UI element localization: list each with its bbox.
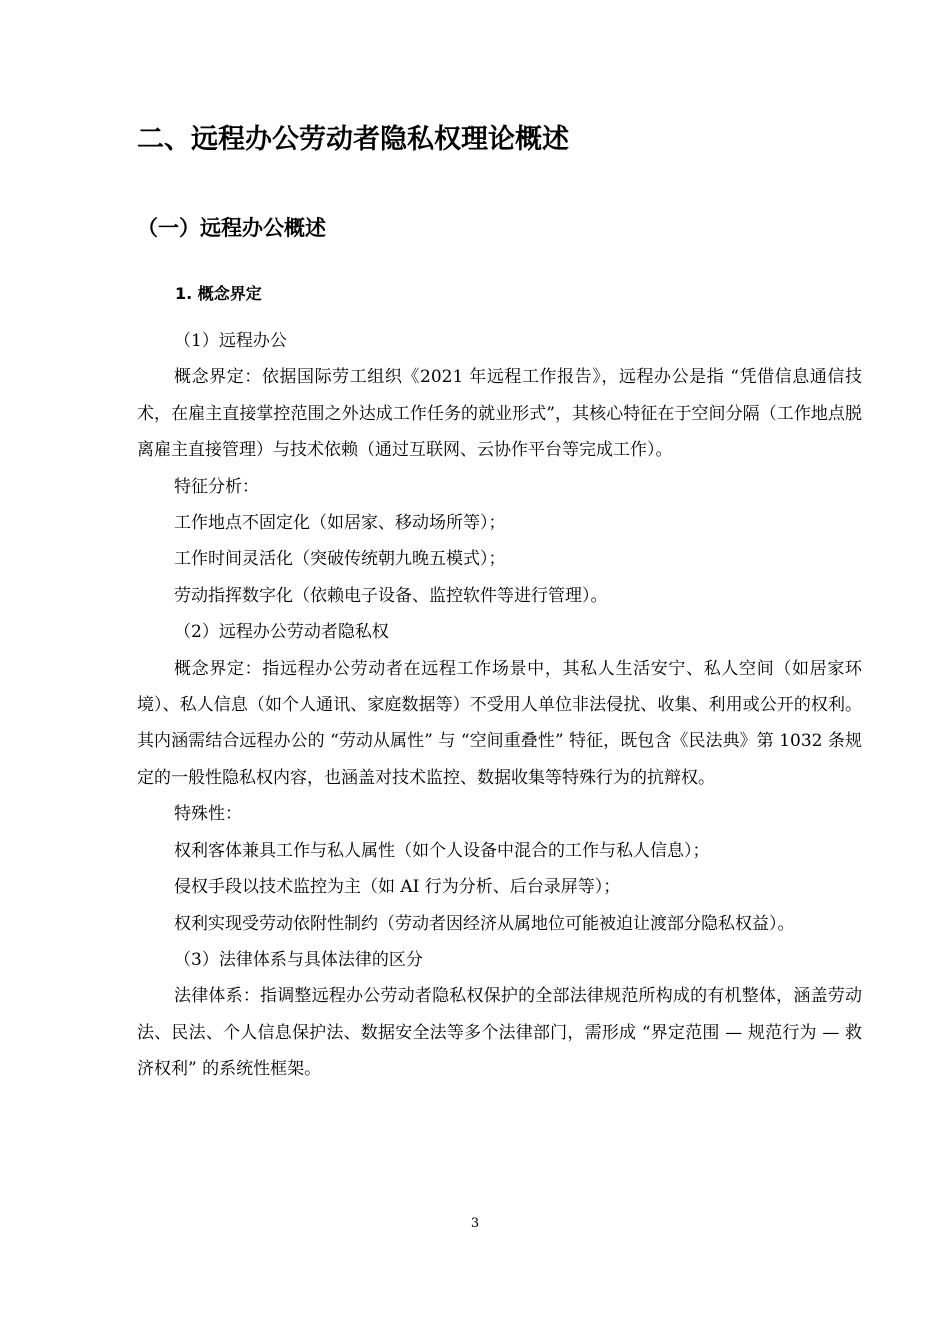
- subsection-heading: （一）远程办公概述: [137, 216, 326, 240]
- paragraph: 权利实现受劳动依附性制约（劳动者因经济从属地位可能被迫让渡部分隐私权益）。: [174, 913, 795, 934]
- paragraph: （1）远程办公: [174, 331, 287, 351]
- page-number: 3: [470, 1216, 480, 1231]
- paragraph: 侵权手段以技术监控为主（如 AI 行为分析、后台录屏等）；: [174, 877, 621, 898]
- paragraph: 概念界定：依据国际劳工组织《2021 年远程工作报告》，远程办公是指 “凭借信息通信技术，在雇主直接掌控范围之外达成工作任务的就业形式”，其核心特征在于空间分隔（工作地点脱离雇主直接管理）与技术依赖（通过互联网、云协作平台等完成工作）。: [137, 367, 862, 461]
- paragraph: 工作地点不固定化（如居家、移动场所等）；: [174, 513, 506, 534]
- paragraph: 工作时间灵活化（突破传统朝九晚五模式）；: [174, 549, 506, 570]
- paragraph: （2）远程办公劳动者隐私权: [174, 622, 389, 643]
- paragraph: 法律体系：指调整远程办公劳动者隐私权保护的全部法律规范所构成的有机整体，涵盖劳动法、民法、个人信息保护法、数据安全法等多个法律部门，需形成 “界定范围 — 规范行为 — 救济权利” 的系统性框架。: [137, 986, 862, 1080]
- paragraph: 特殊性：: [174, 804, 242, 825]
- body-text: [137, 323, 862, 1088]
- paragraph: 概念界定：指远程办公劳动者在远程工作场景中，其私人生活安宁、私人空间（如居家环境）、私人信息（如个人通讯、家庭数据等）不受用人单位非法侵扰、收集、利用或公开的权利。其内涵需结合远程办公的 “劳动从属性” 与 “空间重叠性” 特征，既包含《民法典》第 1032 条规定的一般性隐私权内容，也涵盖对技术监控、数据收集等特殊行为的抗辩权。: [137, 658, 862, 788]
- paragraph: 特征分析：: [174, 476, 259, 497]
- sub-subsection-heading: 1. 概念界定: [175, 284, 262, 303]
- paragraph: （3）法律体系与具体法律的区分: [174, 949, 423, 970]
- paragraph: 权利客体兼具工作与私人属性（如个人设备中混合的工作与私人信息）；: [174, 840, 710, 861]
- section-heading: 二、远程办公劳动者隐私权理论概述: [137, 124, 569, 155]
- paragraph: 劳动指挥数字化（依赖电子设备、监控软件等进行管理）。: [174, 585, 608, 606]
